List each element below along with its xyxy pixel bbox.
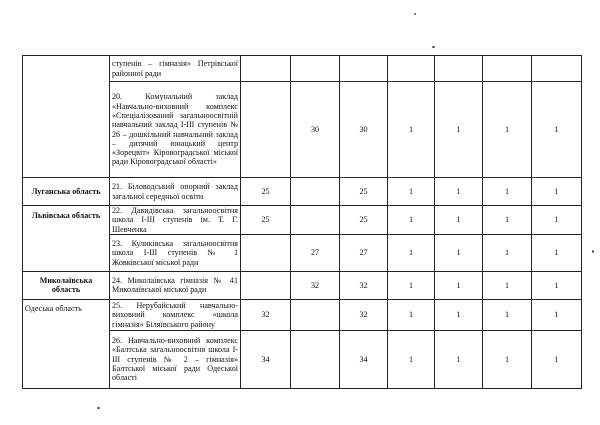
- value-cell: 25: [340, 206, 388, 235]
- value-cell: 32: [340, 271, 388, 299]
- value-cell: 1: [532, 271, 582, 299]
- value-cell: 1: [483, 330, 532, 388]
- value-cell: 25: [241, 206, 291, 235]
- value-cell: 34: [340, 330, 388, 388]
- value-cell: [241, 82, 291, 178]
- value-cell: [241, 271, 291, 299]
- value-cell: 1: [388, 299, 435, 330]
- region-cell: [23, 56, 110, 178]
- value-cell: [291, 56, 340, 82]
- value-cell: 1: [532, 234, 582, 271]
- table-row: [23, 56, 582, 82]
- value-cell: 1: [388, 271, 435, 299]
- value-cell: [291, 299, 340, 330]
- value-cell: 34: [241, 330, 291, 388]
- allocation-table: [22, 55, 582, 389]
- table-row: [23, 206, 582, 235]
- value-cell: 1: [532, 299, 582, 330]
- scan-speck: [432, 46, 435, 48]
- value-cell: [388, 56, 435, 82]
- value-cell: [483, 56, 532, 82]
- school-name-cell: 21. Біловодський опорний заклад загальної середньої освіти: [110, 178, 241, 206]
- table-row: [23, 178, 582, 206]
- table-row: [23, 299, 582, 330]
- value-cell: 1: [435, 234, 483, 271]
- region-cell: Одеська область: [23, 299, 110, 388]
- value-cell: [340, 56, 388, 82]
- value-cell: 1: [388, 82, 435, 178]
- school-name-cell: 25. Нерубайський навчально-виховний комплекс «школа гімназія» Біляївського району: [110, 299, 241, 330]
- value-cell: 27: [291, 234, 340, 271]
- value-cell: 1: [388, 178, 435, 206]
- value-cell: 30: [291, 82, 340, 178]
- school-name-cell: ступенів – гімназія» Петрівської районної ради: [110, 56, 241, 82]
- value-cell: 27: [340, 234, 388, 271]
- school-name-cell: 23. Куликівська загальноосвітня школа І-ІІІ ступенів № 1 Жовківської міської ради: [110, 234, 241, 271]
- region-cell: Миколаївська область: [23, 271, 110, 299]
- value-cell: 25: [241, 178, 291, 206]
- value-cell: 1: [435, 206, 483, 235]
- value-cell: 1: [532, 330, 582, 388]
- value-cell: 32: [340, 299, 388, 330]
- scan-speck: [414, 13, 416, 15]
- value-cell: [435, 56, 483, 82]
- value-cell: 1: [532, 178, 582, 206]
- value-cell: [532, 56, 582, 82]
- school-name-cell: 20. Комунальний заклад «Навчально-виховний комплекс «Спеціалізований загальноосвітній навчальний заклад І-ІІІ ступенів № 26 – дошкільний навчальний заклад – дитячий юнацький центр «Зорецвіт» Кіровоградської міської ради Кіровоградської області»: [110, 82, 241, 178]
- value-cell: 1: [435, 178, 483, 206]
- value-cell: 1: [435, 271, 483, 299]
- value-cell: 1: [388, 330, 435, 388]
- value-cell: 1: [435, 330, 483, 388]
- value-cell: 1: [435, 299, 483, 330]
- value-cell: [291, 178, 340, 206]
- school-name-cell: 22. Давидівська загальноосвітня школа І-ІІІ ступенів ім. Т. Г. Шевченка: [110, 206, 241, 235]
- value-cell: 1: [388, 206, 435, 235]
- value-cell: 1: [388, 234, 435, 271]
- value-cell: [241, 56, 291, 82]
- value-cell: 1: [483, 271, 532, 299]
- region-cell: Львівська область: [23, 206, 110, 272]
- value-cell: 30: [340, 82, 388, 178]
- value-cell: 1: [532, 206, 582, 235]
- value-cell: 1: [483, 234, 532, 271]
- school-name-cell: 26. Навчально-виховний комплекс «Балтська загальноосвітня школа І-ІІІ ступенів № 2 – гімназія» Балтської міської ради Одеської області: [110, 330, 241, 388]
- value-cell: 1: [532, 82, 582, 178]
- value-cell: 1: [483, 82, 532, 178]
- value-cell: 32: [291, 271, 340, 299]
- value-cell: 1: [483, 206, 532, 235]
- table-row: [23, 271, 582, 299]
- value-cell: 25: [340, 178, 388, 206]
- scan-speck: [97, 407, 100, 409]
- scan-speck: [592, 250, 594, 253]
- value-cell: [241, 234, 291, 271]
- school-name-cell: 24. Миколаївська гімназія № 41 Миколаївської міської ради: [110, 271, 241, 299]
- value-cell: [291, 330, 340, 388]
- value-cell: [291, 206, 340, 235]
- value-cell: 1: [435, 82, 483, 178]
- value-cell: 1: [483, 178, 532, 206]
- region-cell: Луганська область: [23, 178, 110, 206]
- value-cell: 32: [241, 299, 291, 330]
- value-cell: 1: [483, 299, 532, 330]
